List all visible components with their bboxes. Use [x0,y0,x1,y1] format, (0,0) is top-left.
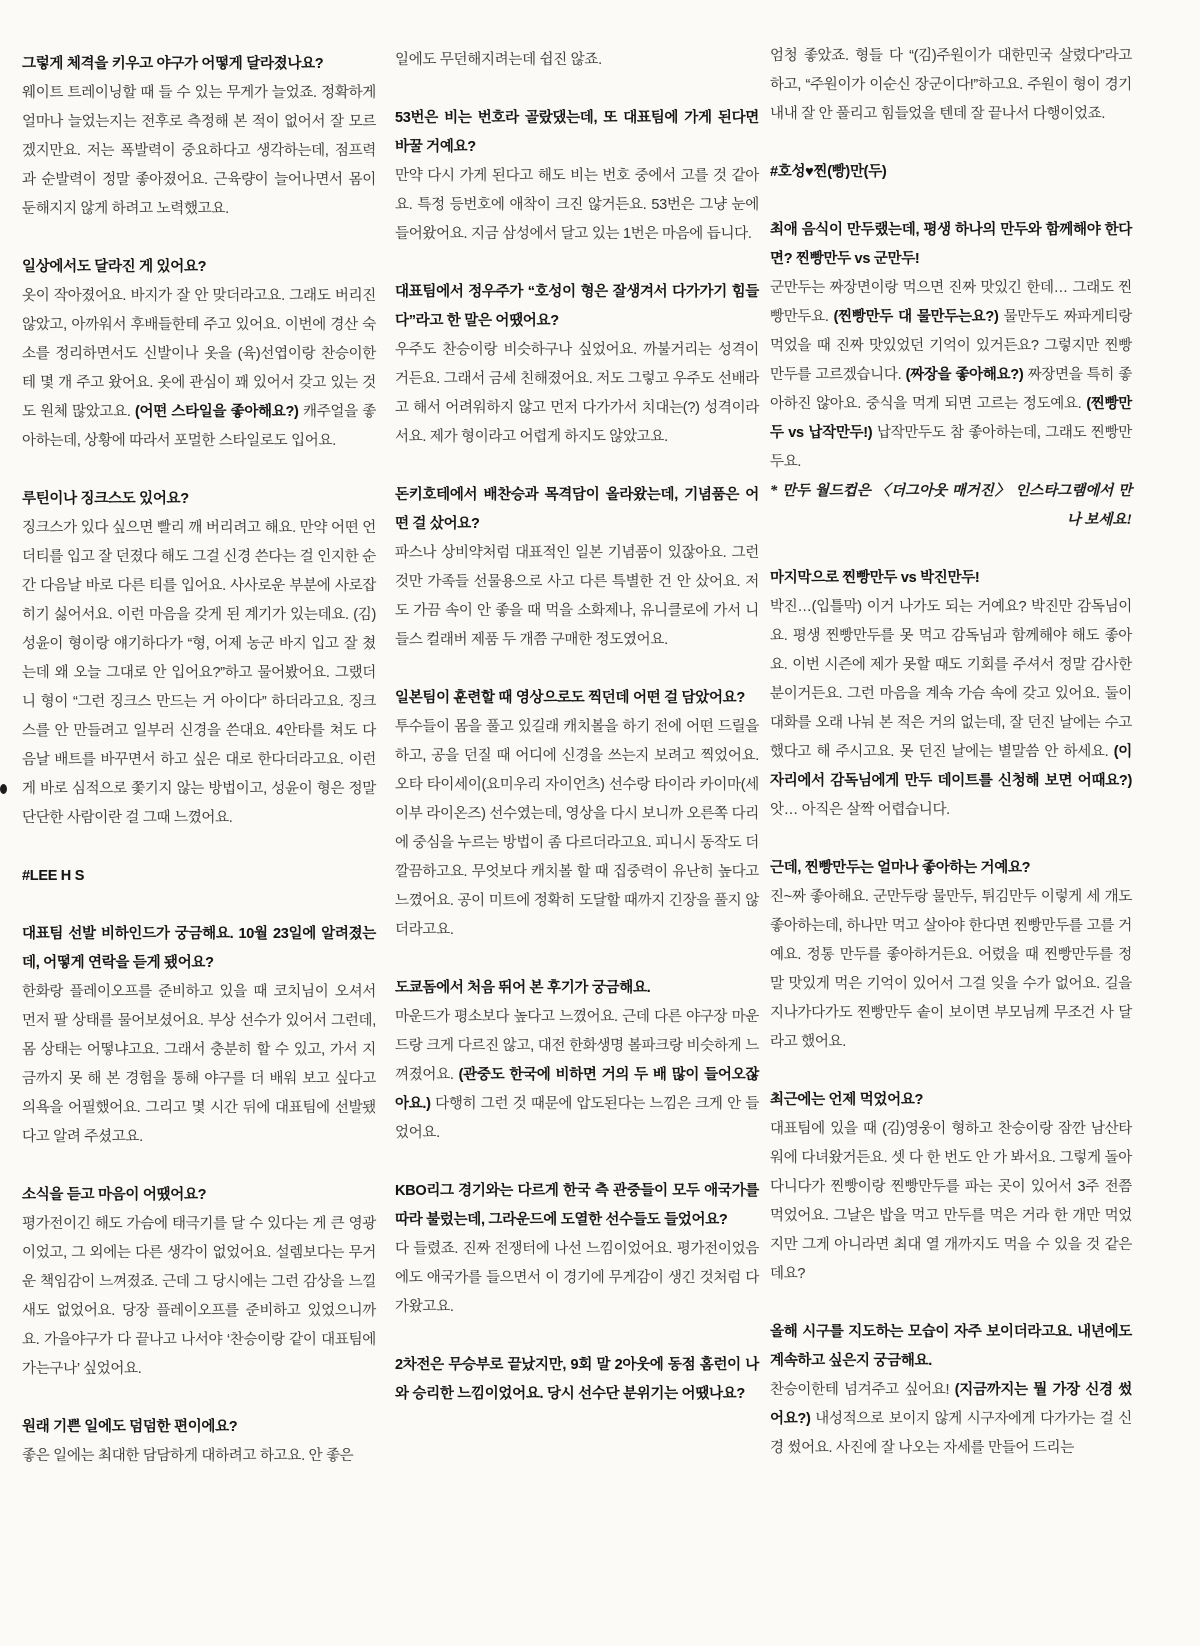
interview-answer: 투수들이 몸을 풀고 있길래 캐치볼을 하기 전에 어떤 드릴을 하고, 공을 던질 때 어디에 신경을 쓰는지 보려고 찍었어요. 오타 타이세이(요미우리 자이언츠) 선수랑 타이라 카이마(세이부 라이온즈) 선수였는데, 영상을 다시 보니까 오른쪽 다리에 중심을 누르는 방법이 좀 다르더라고요. 피니시 동작도 더 깔끔하고요. 무엇보다 캐치볼 할 때 집중력이 유난히 높다고 느꼈어요. 공이 미트에 정확히 도달할 때까지 긴장을 풀지 않더라고요. [395,719,759,938]
interview-answer: 박진…(입틀막) 이거 나가도 되는 거예요? 박진만 감독님이요. 평생 찐빵만두를 못 먹고 감독님과 함께해야 해도 좋아요. 이번 시즌에 제가 못할 때도 기회를 주셔서 정말 감사한 분이거든요. 그런 마음을 계속 가슴 속에 갖고 있어요. 둘이 대화를 오래 나눠 본 적은 거의 없는데, 잘 던진 날에는 수고했다고 해 주시고요. 못 던진 날에는 별말씀 안 하세요. (이 자리에서 감독님에게 만두 데이트를 신청해 보면 어때요?) 앗… 아직은 살짝 어렵습니다. [770,599,1132,818]
interview-answer: 징크스가 있다 싶으면 빨리 깨 버리려고 해요. 만약 어떤 언더티를 입고 잘 던졌다 해도 그걸 신경 쓴다는 걸 인지한 순간 다음날 바로 다른 티를 입어요. 사사로운 부분에 사로잡히기 싫어서요. 이런 마음을 갖게 된 계기가 있는데요. (김)성윤이 형이랑 얘기하다가 “형, 어제 농군 바지 입고 잘 쳤는데 왜 오늘 그대로 안 입어요?”하고 물어봤어요. 그랬더니 형이 “그런 징크스 만드는 거 아이다” 하더라고요. 징크스를 안 만들려고 일부러 신경을 쓴대요. 4안타를 쳐도 다음날 배트를 바꾸면서 하고 싶은 대로 한다더라고요. 이런 게 바로 심적으로 쫓기지 않는 방법이고, 성윤이 형은 정말 단단한 사람이란 걸 그때 느꼈어요. [22,520,376,826]
interview-question: 근데, 찐빵만두는 얼마나 좋아하는 거예요? [770,860,1031,876]
interview-answer: 일에도 무던해지려는데 쉽진 않죠. [395,52,602,68]
text-column-3 [770,42,1132,1463]
interview-question: 일상에서도 달라진 게 있어요? [22,259,207,275]
scan-artifact-dot [0,784,7,794]
interview-answer: 우주도 찬승이랑 비슷하구나 싶었어요. 까불거리는 성격이거든요. 그래서 금세 친해졌어요. 저도 그렇고 우주도 선배라고 해서 어려워하지 않고 먼저 다가가서 치대는(?) 성격이라서요. 제가 형이라고 어렵게 하지도 않았고요. [395,342,759,445]
interview-answer: 진~짜 좋아해요. 군만두랑 물만두, 튀김만두 이렇게 세 개도 좋아하는데, 하나만 먹고 살아야 한다면 찐빵만두를 고를 거예요. 정통 만두를 좋아하거든요. 어렸을 때 찐빵만두를 정말 맛있게 먹은 기억이 있어서 그걸 잊을 수가 없어요. 길을 지나가다가도 찐빵만두 솥이 보이면 부모님께 무조건 사 달라고 했어요. [770,889,1132,1050]
interview-question: 소식을 듣고 마음이 어땠어요? [22,1187,207,1203]
interview-question: 최애 음식이 만두랬는데, 평생 하나의 만두와 함께해야 한다면? 찐빵만두 vs 군만두! [770,222,1132,267]
interview-question: 돈키호테에서 배찬승과 목격담이 올라왔는데, 기념품은 어떤 걸 샀어요? [395,487,759,532]
section-hashtag: #호성♥찐(빵)만(두) [770,164,887,180]
interview-question: 대표팀에서 정우주가 “호성이 형은 잘생겨서 다가가기 힘들다”라고 한 말은 어땠어요? [395,284,759,329]
interview-answer: 만약 다시 가게 된다고 해도 비는 번호 중에서 고를 것 같아요. 특정 등번호에 애착이 크진 않거든요. 53번은 그냥 눈에 들어왔어요. 지금 삼성에서 달고 있는 1번은 마음에 듭니다. [395,168,759,242]
interview-answer: 다 들렸죠. 진짜 전쟁터에 나선 느낌이었어요. 평가전이었음에도 애국가를 들으면서 이 경기에 무게감이 생긴 것처럼 다가왔고요. [395,1241,759,1315]
interview-question: KBO리그 경기와는 다르게 한국 측 관중들이 모두 애국가를 따라 불렀는데, 그라운드에 도열한 선수들도 들었어요? [395,1183,759,1228]
interview-question: 2차전은 무승부로 끝났지만, 9회 말 2아웃에 동점 홈런이 나와 승리한 느낌이었어요. 당시 선수단 분위기는 어땠나요? [395,1357,759,1402]
interview-answer: 한화랑 플레이오프를 준비하고 있을 때 코치님이 오셔서 먼저 팔 상태를 물어보셨어요. 부상 선수가 있어서 그런데, 몸 상태는 어떻냐고요. 그래서 충분히 할 수 있고, 가서 지금까지 못 해 본 경험을 통해 야구를 더 배워 보고 싶다고 의욕을 어필했어요. 그리고 몇 시간 뒤에 대표팀에 선발됐다고 알려 주셨고요. [22,984,376,1145]
interview-question: 53번은 비는 번호라 골랐댔는데, 또 대표팀에 가게 된다면 바꿀 거예요? [395,110,759,155]
interview-answer: 엄청 좋았죠. 형들 다 “(김)주원이가 대한민국 살렸다”라고 하고, “주원이가 이순신 장군이다!”하고요. 주원이 형이 경기 내내 잘 안 풀리고 힘들었을 텐데 잘 끝나서 다행이었죠. [770,48,1132,122]
interview-question: 그렇게 체격을 키우고 야구가 어떻게 달라졌나요? [22,56,324,72]
interview-question: 최근에는 언제 먹었어요? [770,1092,924,1108]
footnote: * 만두 월드컵은 〈더그아웃 매거진〉 인스타그램에서 만나 보세요! [770,483,1132,528]
text-column-2 [395,46,759,1409]
interview-answer: 웨이트 트레이닝할 때 들 수 있는 무게가 늘었죠. 정확하게 얼마나 늘었는지는 전후로 측정해 본 적이 없어서 잘 모르겠지만요. 저는 폭발력이 중요하다고 생각하는데, 점프력과 순발력이 정말 좋아졌어요. 근육량이 늘어나면서 몸이 둔해지지 않게 하려고 노력했고요. [22,85,376,217]
interview-question: 올해 시구를 지도하는 모습이 자주 보이더라고요. 내년에도 계속하고 싶은지 궁금해요. [770,1324,1132,1369]
interview-answer: 파스나 상비약처럼 대표적인 일본 기념품이 있잖아요. 그런 것만 가족들 선물용으로 사고 다른 특별한 건 안 샀어요. 저도 가끔 속이 안 좋을 때 먹을 소화제나, 유니클로에 가서 니들스 컬래버 제품 두 개쯤 구매한 정도였어요. [395,545,759,648]
interview-question: 루틴이나 징크스도 있어요? [22,491,189,507]
interview-answer: 군만두는 짜장면이랑 먹으면 진짜 맛있긴 한데… 그래도 찐빵만두요. (찐빵만두 대 물만두는요?) 물만두도 짜파게티랑 먹었을 때 진짜 맛있었던 기억이 있거든요? 그렇지만 찐빵만두를 고르겠습니다. (짜장을 좋아해요?) 짜장면을 특히 좋아하진 않아요. 중식을 먹게 되면 고르는 정도예요. (찐빵만두 vs 납작만두!) 납작만두도 참 좋아하는데, 그래도 찐빵만두요. [770,280,1133,470]
interview-question: 대표팀 선발 비하인드가 궁금해요. 10월 23일에 알려졌는데, 어떻게 연락을 듣게 됐어요? [22,926,376,971]
interview-answer: 대표팀에 있을 때 (김)영웅이 형하고 찬승이랑 잠깐 남산타워에 다녀왔거든요. 셋 다 한 번도 안 가 봐서요. 그렇게 돌아다니다가 찐빵이랑 찐빵만두를 파는 곳이 있어서 3주 전쯤 먹었어요. 그날은 밥을 먹고 만두를 먹은 거라 한 개만 먹었지만 그게 아니라면 최대 열 개까지도 먹을 수 있을 것 같은데요? [770,1121,1132,1282]
interview-answer: 찬승이한테 넘겨주고 싶어요! (지금까지는 뭘 가장 신경 썼어요?) 내성적으로 보이지 않게 시구자에게 다가가는 걸 신경 썼어요. 사진에 잘 나오는 자세를 만들어 드리는 [770,1382,1132,1456]
interview-question: 마지막으로 찐빵만두 vs 박진만두! [770,570,980,586]
section-hashtag: #LEE H S [22,868,85,884]
interview-question: 일본팀이 훈련할 때 영상으로도 찍던데 어떤 걸 담았어요? [395,690,745,706]
text-column-1 [22,50,376,1471]
interview-answer: 옷이 작아졌어요. 바지가 잘 안 맞더라고요. 그래도 버리진 않았고, 아까워서 후배들한테 주고 있어요. 이번에 경산 숙소를 정리하면서도 신발이나 옷을 (육)선엽이랑 찬승이한테 몇 개 주고 왔어요. 옷에 관심이 꽤 있어서 갖고 있는 것도 원체 많았고요. (어떤 스타일을 좋아해요?) 캐주얼을 좋아하는데, 상황에 따라서 포멀한 스타일로도 입어요. [22,288,376,449]
interview-answer: 좋은 일에는 최대한 담담하게 대하려고 하고요. 안 좋은 [22,1448,354,1464]
interview-answer: 평가전이긴 해도 가슴에 태극기를 달 수 있다는 게 큰 영광이었고, 그 외에는 다른 생각이 없었어요. 설렘보다는 무거운 책임감이 느껴졌죠. 근데 그 당시에는 그런 감상을 느낄 새도 없었어요. 당장 플레이오프를 준비하고 있었으니까요. 가을야구가 다 끝나고 나서야 ‘찬승이랑 같이 대표팀에 가는구나’ 싶었어요. [22,1216,376,1377]
interview-answer: 마운드가 평소보다 높다고 느꼈어요. 근데 다른 야구장 마운드랑 크게 다르진 않고, 대전 한화생명 볼파크랑 비슷하게 느껴졌어요. (관중도 한국에 비하면 거의 두 배 많이 들어오잖아요.) 다행히 그런 것 때문에 압도된다는 느낌은 크게 안 들었어요. [395,1009,759,1141]
interview-question: 원래 기쁜 일에도 덤덤한 편이에요? [22,1419,238,1435]
interview-question: 도쿄돔에서 처음 뛰어 본 후기가 궁금해요. [395,980,651,996]
